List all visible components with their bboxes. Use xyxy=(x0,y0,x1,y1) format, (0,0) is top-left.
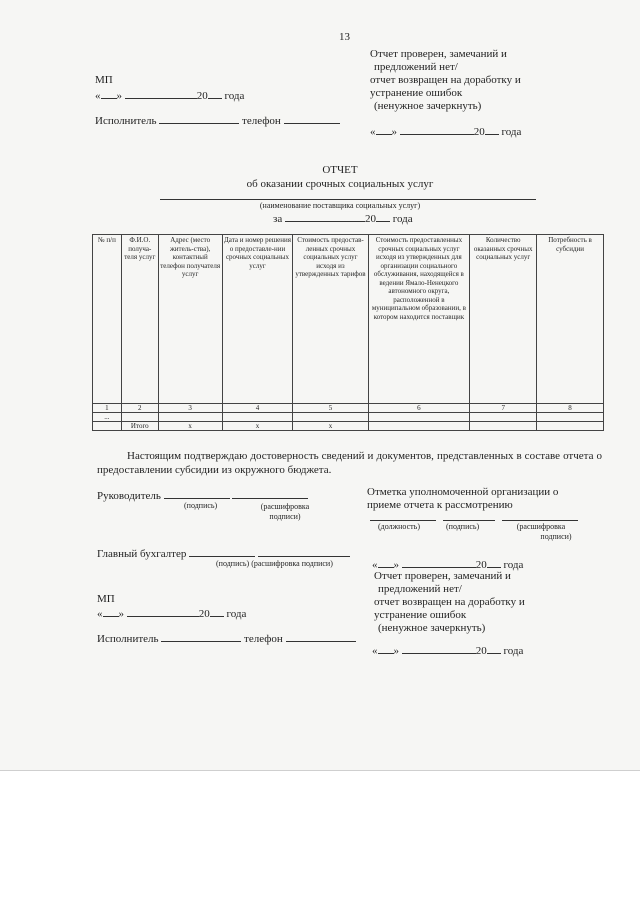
table-cell xyxy=(537,422,604,431)
table-number-row xyxy=(93,404,604,413)
org-position-line xyxy=(370,520,436,521)
bottom-check-line-5: (ненужное зачеркнуть) xyxy=(378,622,486,634)
report-heading: ОТЧЕТ xyxy=(322,164,358,176)
accountant-signature-line: Главный бухгалтер xyxy=(97,546,350,561)
column-number: 4 xyxy=(222,404,293,413)
org-decoding-caption-2: подписи) xyxy=(540,532,572,541)
top-check-line-5: (ненужное зачеркнуть) xyxy=(374,100,482,112)
table-cell: х xyxy=(158,422,222,431)
table-cell xyxy=(293,413,368,422)
top-check-line-2: предложений нет/ xyxy=(374,61,458,73)
header-cell: Стоимость предостав-ленных срочных социальных услуг исходя из утвержденных тарифов xyxy=(293,235,368,404)
header-cell: Количество оказанных срочных социальных услуг xyxy=(470,235,537,404)
column-number: 7 xyxy=(470,404,537,413)
bottom-mp-label: МП xyxy=(97,593,115,605)
table-header-row xyxy=(93,235,604,404)
top-check-line-1: Отчет проверен, замечаний и xyxy=(370,48,507,60)
header-cell: Стоимость предоставленных срочных социальных услуг исходя из утвержденных для организации социального обслуживания, находящейся в ведении Ямало-Ненецкого автономного округа, расположенной в муниципальном образовании, в котором находится поставщик xyxy=(368,235,470,404)
head-signature-line: Руководитель xyxy=(97,488,308,503)
report-period: за 20 года xyxy=(273,213,413,225)
top-executor: Исполнитель телефон xyxy=(95,113,340,128)
header-cell: Адрес (место житель-ства), контактный телефон получателя услуг xyxy=(158,235,222,404)
report-table xyxy=(92,234,604,431)
table-cell: х xyxy=(222,422,293,431)
org-decoding-caption-1: (расшифровка xyxy=(516,522,566,531)
table-cell: Итого xyxy=(121,422,158,431)
bottom-check-date-2: « » 20 года xyxy=(372,645,524,657)
top-check-date: « » 20 года xyxy=(370,126,522,138)
column-number: 5 xyxy=(293,404,368,413)
accountant-caption: (подпись) (расшифровка подписи) xyxy=(216,559,333,568)
report-subheading: об оказании срочных социальных услуг xyxy=(246,178,434,190)
org-decoding-line xyxy=(502,520,578,521)
table-cell xyxy=(470,422,537,431)
table-cell xyxy=(93,422,122,431)
header-cell: Дата и номер решения о предоставле-нии срочных социальных услуг xyxy=(222,235,293,404)
table-cell xyxy=(121,413,158,422)
confirmation-text: Настоящим подтверждаю достоверность сведений и документов, представленных в составе отчета о предоставлении субсидии из окружного бюджета. xyxy=(97,450,602,476)
header-cell: Ф.И.О. получа-теля услуг xyxy=(121,235,158,404)
table-cell xyxy=(470,413,537,422)
top-stamp-date: « » 20 года xyxy=(95,90,245,102)
bottom-check-line-2: предложений нет/ xyxy=(378,583,462,595)
provider-name-line xyxy=(160,199,536,200)
org-mark-line-2: приеме отчета к рассмотрению xyxy=(367,499,513,511)
column-number: 6 xyxy=(368,404,470,413)
head-signature-caption: (подпись) xyxy=(184,501,218,510)
org-signature-line xyxy=(443,520,495,521)
header-cell: Потребность в субсидии xyxy=(537,235,604,404)
head-decoding-caption-2: подписи) xyxy=(269,512,301,521)
column-number: 2 xyxy=(121,404,158,413)
column-number: 1 xyxy=(93,404,122,413)
org-signature-caption: (подпись) xyxy=(446,522,480,531)
bottom-check-line-1: Отчет проверен, замечаний и xyxy=(374,570,511,582)
provider-caption: (наименование поставщика социальных услуг) xyxy=(259,201,421,210)
table-cell xyxy=(158,413,222,422)
bottom-stamp-date: « » 20 года xyxy=(97,608,247,620)
table-row xyxy=(93,413,604,422)
column-number: 8 xyxy=(537,404,604,413)
top-check-line-4: устранение ошибок xyxy=(370,87,463,99)
top-check-line-3: отчет возвращен на доработку и xyxy=(370,74,521,86)
head-decoding-caption-1: (расшифровка xyxy=(260,502,310,511)
table-total-row xyxy=(93,422,604,431)
table-cell: ... xyxy=(93,413,122,422)
top-mp-label: МП xyxy=(95,74,113,86)
org-mark-line-1: Отметка уполномоченной организации о xyxy=(367,486,559,498)
bottom-executor: Исполнитель телефон xyxy=(97,631,356,646)
org-position-caption: (должность) xyxy=(378,522,420,531)
table-cell: х xyxy=(293,422,368,431)
bottom-check-line-4: устранение ошибок xyxy=(374,609,467,621)
table-cell xyxy=(368,413,470,422)
table-cell xyxy=(222,413,293,422)
bottom-check-line-3: отчет возвращен на доработку и xyxy=(374,596,525,608)
table-cell xyxy=(537,413,604,422)
table-cell xyxy=(368,422,470,431)
column-number: 3 xyxy=(158,404,222,413)
header-cell: № п/п xyxy=(93,235,122,404)
bottom-check-date-1: « » 20 года xyxy=(372,559,524,571)
page-number: 13 xyxy=(339,31,350,43)
